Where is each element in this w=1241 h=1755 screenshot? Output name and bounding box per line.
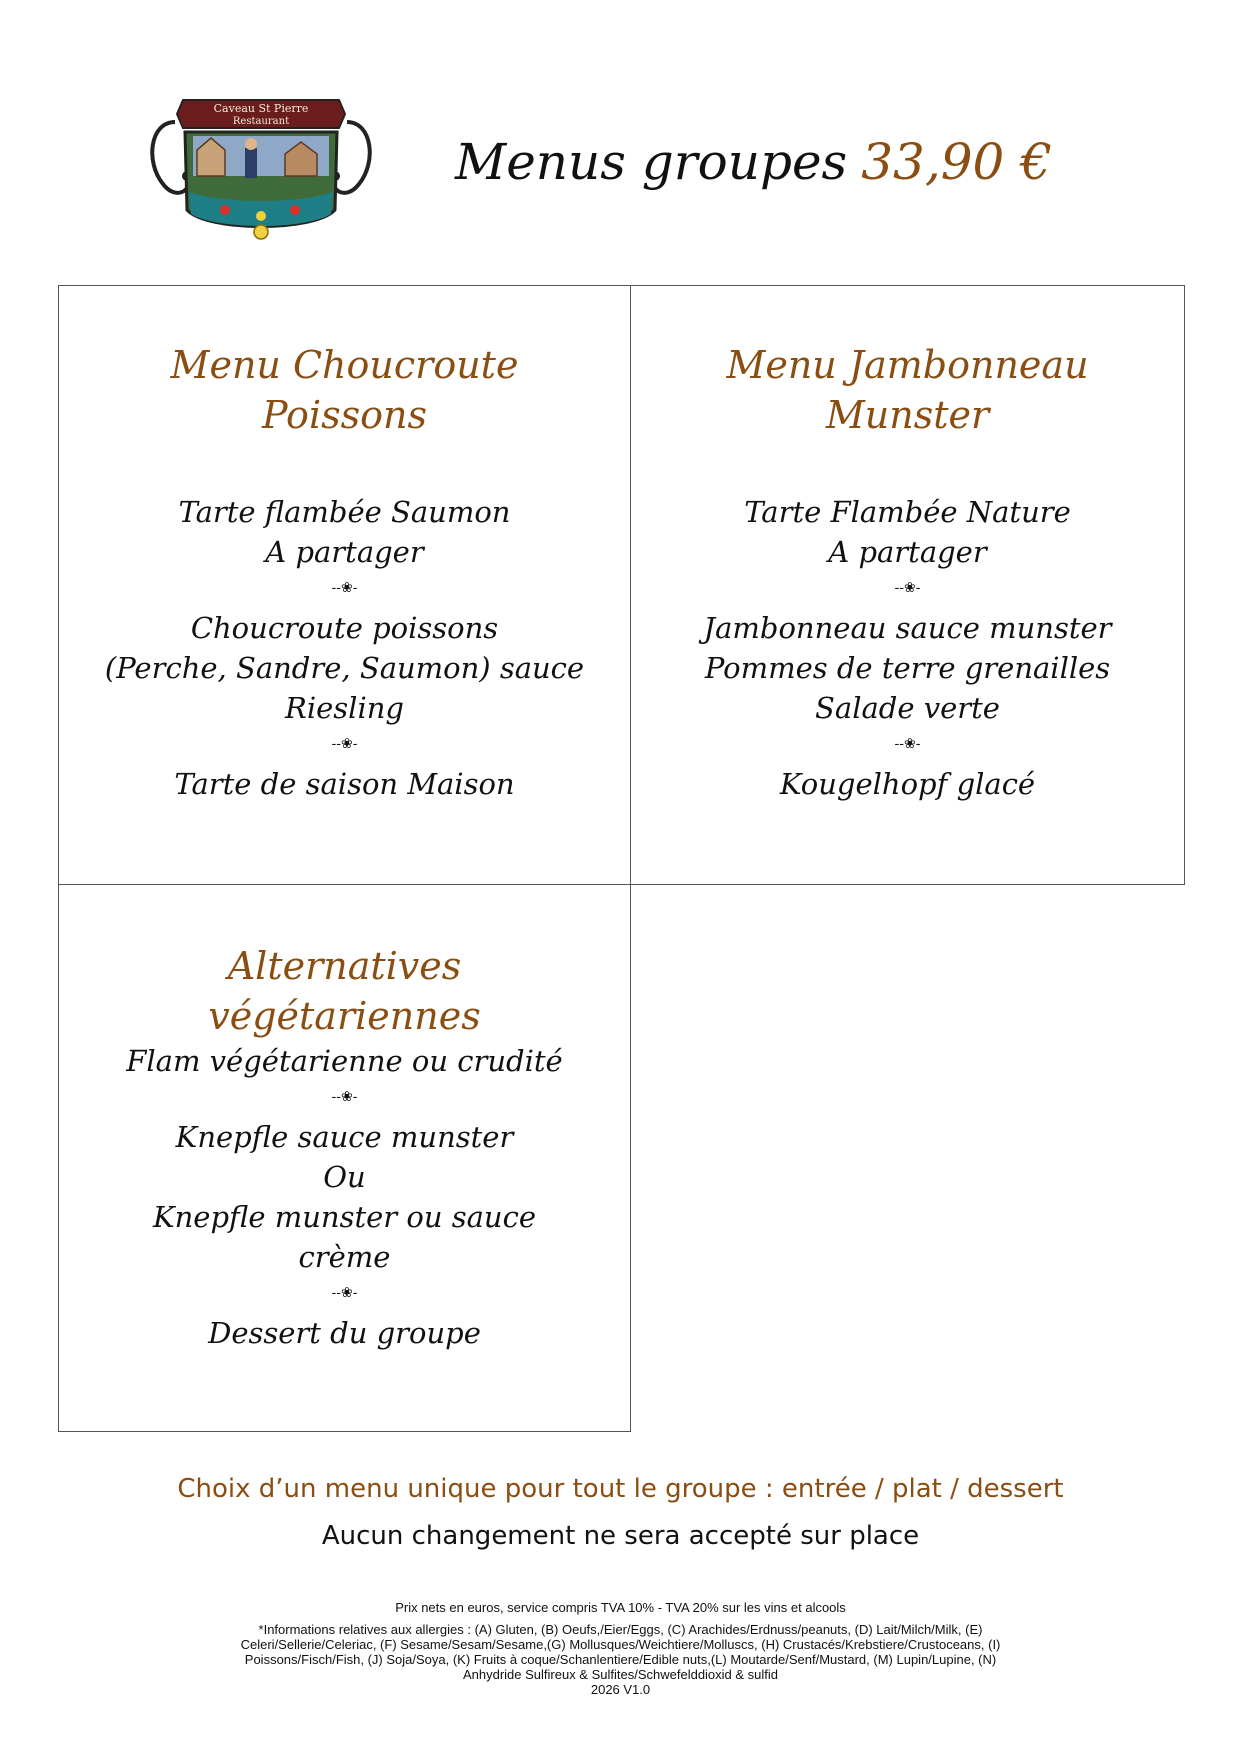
separator: --❀- bbox=[331, 736, 358, 752]
version-label: 2026 V1.0 bbox=[590, 1682, 651, 1697]
main-line2: (Perche, Sandre, Saumon) sauce bbox=[104, 651, 585, 685]
menu-alternatives-vegetariennes bbox=[58, 884, 631, 1432]
price: 33,90 € bbox=[861, 133, 1053, 191]
separator: --❀- bbox=[894, 580, 921, 596]
dessert-line: Kougelhopf glacé bbox=[779, 767, 1036, 801]
allergy-line2: Celeri/Sellerie/Celeriac, (F) Sesame/Sesam/Sesame,(G) Mollusques/Weichtiere/Molluscs, (H) Crustacés/Krebstiere/Crustoceans, (I) bbox=[240, 1637, 1001, 1652]
menu-choucroute-poissons bbox=[58, 285, 631, 885]
main-line3: Salade verte bbox=[815, 691, 1000, 725]
no-change-note: Aucun changement ne sera accepté sur place bbox=[321, 1521, 920, 1551]
allergy-line3: Poissons/Fisch/Fish, (J) Soja/Soya, (K) Fruits à coque/Schanlentiere/Edible nuts,(L) Moutarde/Senf/Mustard, (M) Lupin/Lupine, (N) bbox=[244, 1652, 997, 1667]
menu-title-line2: Munster bbox=[825, 393, 990, 437]
main-line2: Ou bbox=[323, 1160, 366, 1194]
menu-title-line2: végétariennes bbox=[208, 994, 481, 1038]
separator: --❀- bbox=[894, 736, 921, 752]
separator: --❀- bbox=[331, 1089, 358, 1105]
dessert-line: Tarte de saison Maison bbox=[174, 767, 515, 801]
restaurant-logo bbox=[145, 92, 377, 244]
main-line1: Jambonneau sauce munster bbox=[703, 611, 1112, 645]
starter-line1: Tarte flambée Saumon bbox=[178, 495, 511, 529]
menu-title-line1: Menu Choucroute bbox=[170, 343, 519, 387]
main-line3: Knepfle munster ou sauce bbox=[152, 1200, 537, 1234]
main-line3: Riesling bbox=[285, 691, 404, 725]
prices-note: Prix nets en euros, service compris TVA 10% - TVA 20% sur les vins et alcools bbox=[395, 1600, 846, 1615]
separator: --❀- bbox=[331, 1285, 358, 1301]
menu-jambonneau-munster bbox=[630, 285, 1185, 885]
title-text: Menus groupes bbox=[455, 133, 848, 191]
dessert-line: Dessert du groupe bbox=[208, 1316, 481, 1350]
group-choice-note: Choix d’un menu unique pour tout le groupe : entrée / plat / dessert bbox=[177, 1474, 1064, 1504]
separator: --❀- bbox=[331, 580, 358, 596]
logo-line2: Restaurant bbox=[232, 116, 290, 127]
starter-line2: A partager bbox=[828, 535, 987, 569]
main-line4: crème bbox=[298, 1240, 391, 1274]
allergy-line4: Anhydride Sulfireux & Sulfites/Schwefelddioxid & sulfid bbox=[462, 1667, 779, 1682]
logo-line1: Caveau St Pierre bbox=[213, 102, 309, 115]
menu-title-line2: Poissons bbox=[262, 393, 427, 437]
starter-line1: Tarte Flambée Nature bbox=[744, 495, 1071, 529]
allergy-line1: *Informations relatives aux allergies : (A) Gluten, (B) Oeufs,/Eier/Eggs, (C) Arachides/Erdnuss/peanuts, (D) Lait/Milch/Milk, (E) bbox=[258, 1622, 983, 1637]
main-line2: Pommes de terre grenailles bbox=[704, 651, 1111, 685]
menu-title-line1: Menu Jambonneau bbox=[726, 343, 1089, 387]
page-title bbox=[455, 133, 1052, 191]
main-line1: Knepfle sauce munster bbox=[175, 1120, 514, 1154]
menu-title-line1: Alternatives bbox=[227, 944, 462, 988]
main-line1: Choucroute poissons bbox=[190, 611, 499, 645]
starter-line2: A partager bbox=[265, 535, 424, 569]
starter-line1: Flam végétarienne ou crudité bbox=[126, 1044, 563, 1078]
